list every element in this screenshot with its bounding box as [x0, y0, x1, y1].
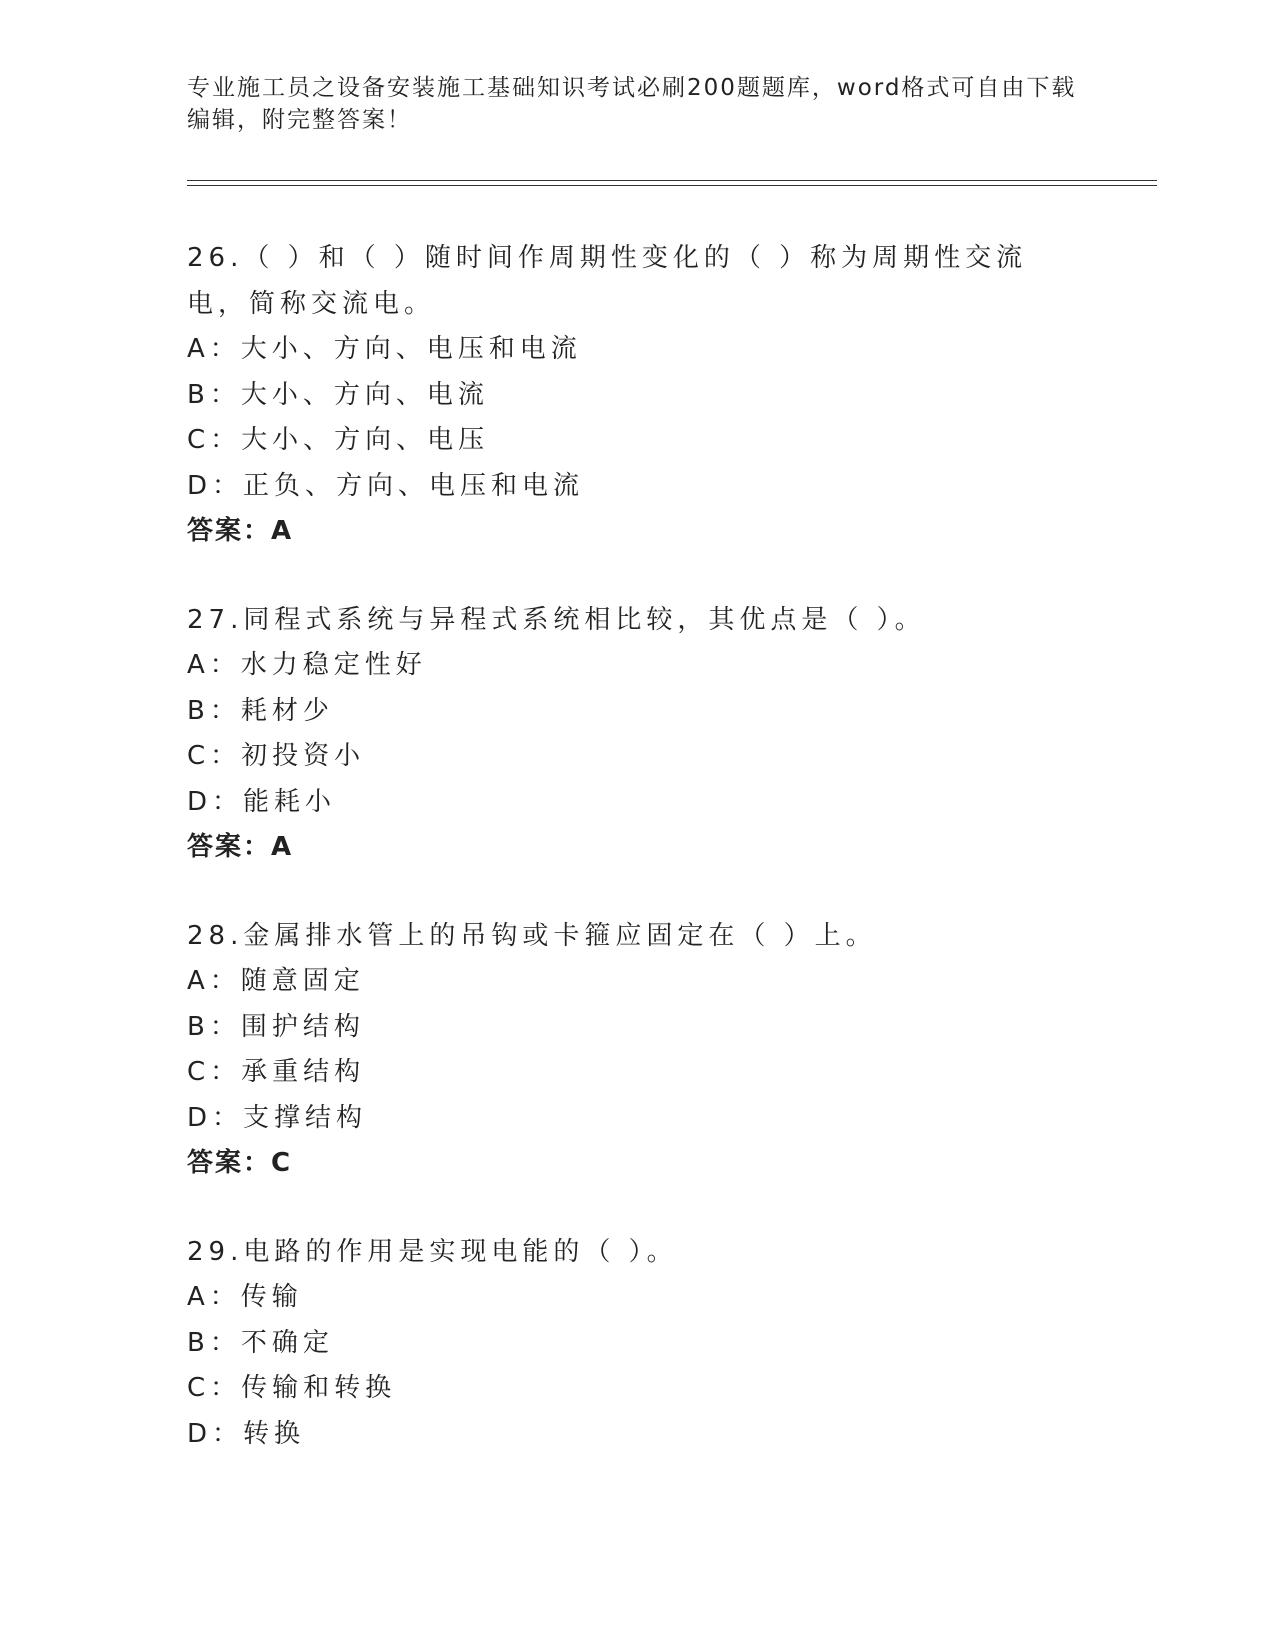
question-stem: 28.金属排水管上的吊钩或卡箍应固定在（ ）上。 [187, 920, 877, 951]
option-a: A：水力稳定性好 [187, 650, 427, 680]
question-stem: 26.（ ）和（ ）随时间作周期性变化的（ ）称为周期性交流电，简称交流电。 [187, 243, 1028, 319]
option-a: A：大小、方向、电压和电流 [187, 334, 582, 364]
option-b: B：大小、方向、电流 [187, 379, 489, 410]
question-26 [187, 236, 1087, 555]
option-b: B：不确定 [187, 1327, 334, 1358]
answer-line: 答案：A [187, 832, 294, 862]
question-27 [187, 598, 1087, 871]
header-divider-top [187, 180, 1157, 181]
option-c: C：传输和转换 [187, 1373, 397, 1403]
question-list [187, 236, 1087, 1500]
question-28 [187, 914, 1087, 1187]
question-stem: 27.同程式系统与异程式系统相比较，其优点是（ ）。 [187, 604, 926, 635]
answer-line: 答案：C [187, 1148, 293, 1178]
answer-line: 答案：A [187, 516, 294, 546]
question-29 [187, 1230, 1087, 1458]
option-d: D：转换 [187, 1418, 306, 1449]
option-c: C：初投资小 [187, 741, 366, 771]
document-header: 专业施工员之设备安装施工基础知识考试必刷200题题库，word格式可自由下载编辑，附完整答案！ [187, 75, 1077, 133]
option-c: C：承重结构 [187, 1057, 366, 1087]
option-d: D：正负、方向、电压和电流 [187, 470, 585, 501]
option-a: A：传输 [187, 1282, 303, 1312]
option-b: B：耗材少 [187, 695, 334, 726]
header-divider-bottom [187, 185, 1157, 186]
option-c: C：大小、方向、电压 [187, 425, 490, 455]
option-a: A：随意固定 [187, 966, 365, 996]
option-b: B：围护结构 [187, 1011, 365, 1042]
option-d: D：支撑结构 [187, 1102, 368, 1133]
option-d: D：能耗小 [187, 786, 337, 817]
question-stem: 29.电路的作用是实现电能的（ ）。 [187, 1236, 678, 1267]
